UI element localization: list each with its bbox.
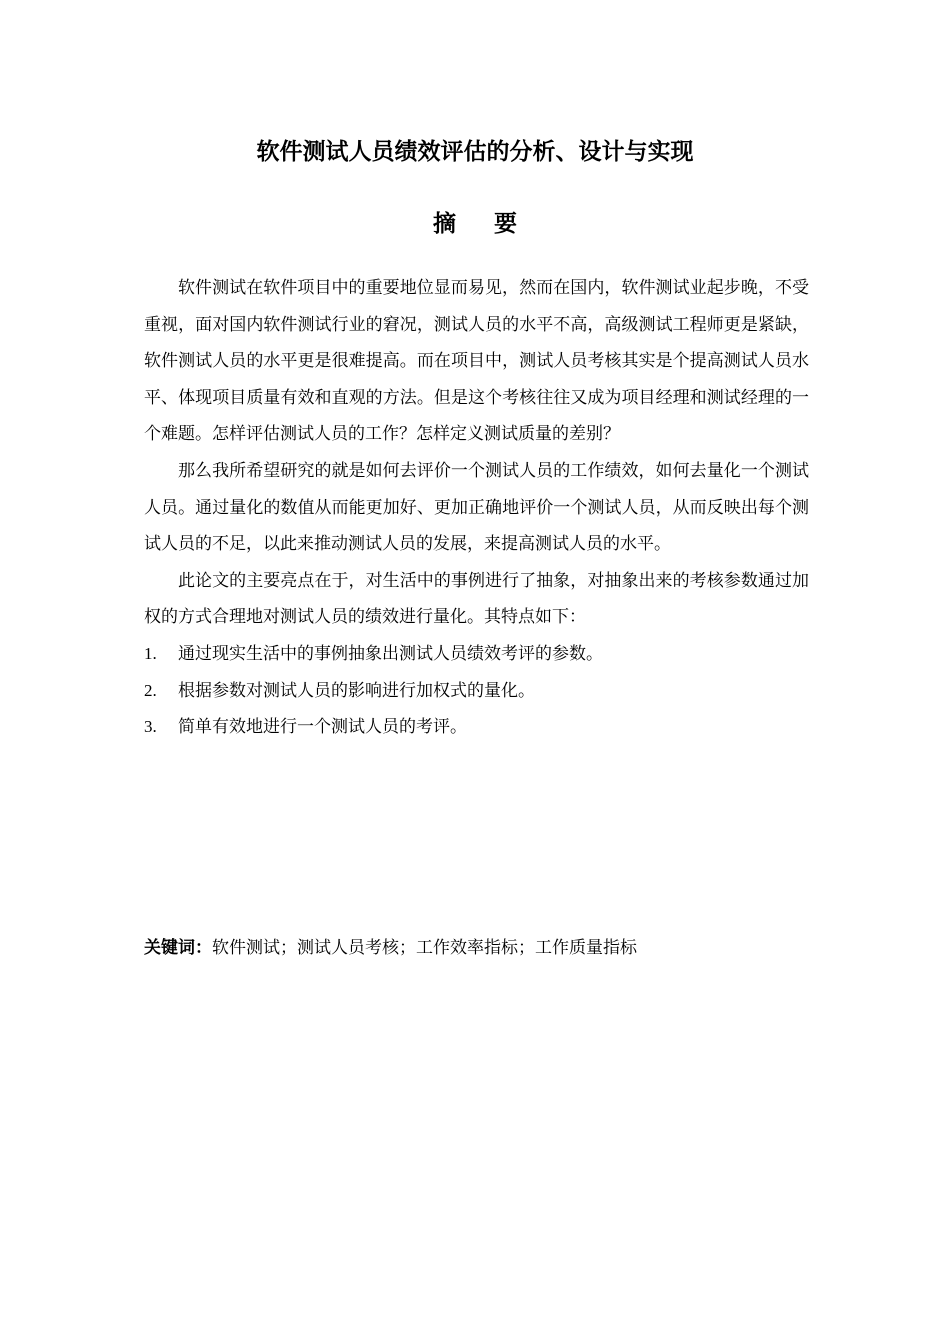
abstract-paragraph-1: 软件测试在软件项目中的重要地位显而易见，然而在国内，软件测试业起步晚，不受重视，面对国内软件测试行业的窘况，测试人员的水平不高，高级测试工程师更是紧缺，软件测试人员的水平更是很难提高。而在项目中，测试人员考核其实是个提高测试人员水平、体现项目质量有效和直观的方法。但是这个考核往往又成为项目经理和测试经理的一个难题。怎样评估测试人员的工作？怎样定义测试质量的差别？ [144, 278, 809, 445]
list-item-number: 1. [144, 643, 157, 663]
keywords-text: 软件测试；测试人员考核；工作效率指标；工作质量指标 [212, 938, 637, 958]
abstract-paragraph-3: 此论文的主要亮点在于，对生活中的事例进行了抽象，对抽象出来的考核参数通过加权的方式合理地对测试人员的绩效进行量化。其特点如下： [144, 570, 809, 628]
keywords-label: 关键词： [144, 938, 212, 958]
list-item [144, 673, 809, 710]
abstract-heading: 摘要 [433, 210, 555, 237]
abstract-paragraph-2: 那么我所希望研究的就是如何去评价一个测试人员的工作绩效，如何去量化一个测试人员。通过量化的数值从而能更加好、更加正确地评价一个测试人员，从而反映出每个测试人员的不足，以此来推动测试人员的发展，来提高测试人员的水平。 [144, 460, 809, 555]
feature-list [144, 636, 809, 746]
list-item-text: 简单有效地进行一个测试人员的考评。 [178, 717, 467, 738]
list-item-text: 根据参数对测试人员的影响进行加权式的量化。 [178, 680, 535, 701]
list-item-number: 3. [144, 717, 157, 737]
document-title: 软件测试人员绩效评估的分析、设计与实现 [256, 138, 694, 165]
list-item [144, 709, 809, 746]
abstract-body [144, 270, 809, 746]
list-item-text: 通过现实生活中的事例抽象出测试人员绩效考评的参数。 [178, 643, 603, 664]
list-item-number: 2. [144, 680, 157, 700]
keywords-line [144, 930, 637, 966]
list-item [144, 636, 809, 673]
